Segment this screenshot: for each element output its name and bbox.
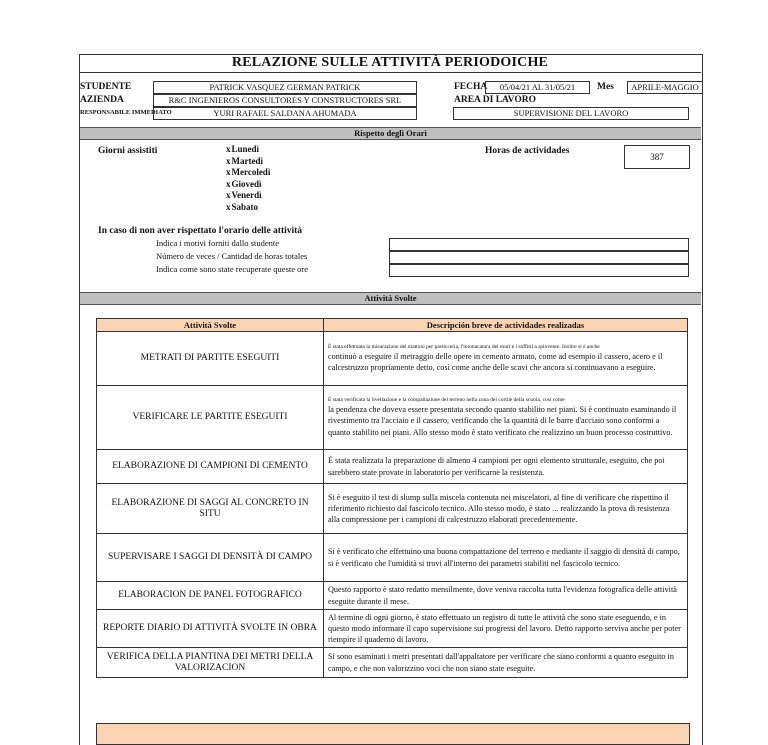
report-title: RELAZIONE SULLE ATTIVITÀ PERIODOICHE [231,55,549,70]
giorni-label: Giorni assistiti [98,146,158,156]
table-row [97,386,688,450]
studente-label: STUDENTE [80,82,132,92]
table-header-row [97,319,688,332]
check-mark-icon: x [226,144,231,154]
area-label: AREA DI LAVORO [454,95,536,105]
activity-desc: Si è verificato che effettuino una buona compattazione del terreno e mediante il saggio di densità di campo, si è verificato che l'umidità si trovi all'interno dei parametri stabiliti nel fascicolo tecnico. [324,534,688,582]
check-mark-icon: x [226,190,231,200]
caso-item-motivi: Indica i motivi forniti dallo studente [156,238,279,248]
days-list [226,144,270,213]
numero-input[interactable] [389,251,689,264]
table-row [97,534,688,582]
caso-label: In caso di non aver rispettato l'orario delle attività [98,226,303,236]
attivita-band: Attività Svolte [80,292,701,305]
area-field[interactable]: SUPERVISIONE DEL LAVORO [453,107,689,120]
check-mark-icon: x [226,178,231,189]
check-mark-icon: x [226,201,231,212]
orari-band: Rispetto degli Orari [80,127,701,140]
table-row [97,450,688,484]
fecha-label: FECHA [454,82,488,92]
activity-desc: Al termine di ogni giorno, è stato effettuato un registro di tutte le attività che sono state eseguendo, e in questo modo informare il capo supervisione sui progressi del lavoro. Detto rapporto serviva anche per poter riempire il quaderno di lavoro. [324,610,688,648]
activity-desc: Si è eseguito il test di slump sulla miscela contenuta nei miscelatori, al fine di verificare che rispettino il riferimento richiesto dal fascicolo tecnico. Allo stesso modo, è stato ... realizzando la prova di resistenza alla compressione per i campioni di calcestruzzo elaborati precedentemente. [324,484,688,534]
activity-name: ELABORACION DE PANEL FOTOGRAFICO [97,582,324,610]
check-mark-icon: x [226,155,231,166]
activity-desc: È stata realizzata la preparazione di almeno 4 campioni per ogni elemento strutturale, eseguito, che poi sarebbero state provate in laboratorio per verificarne la resistenza. [324,450,688,484]
activity-name: SUPERVISARE I SAGGI DI DENSITÀ DI CAMPO [97,534,324,582]
day-item[interactable]: xSabato [226,201,259,212]
col-desc-header: Descripción breve de actividades realizadas [324,319,688,332]
fecha-field[interactable]: 05/04/21 AL 31/05/21 [485,81,590,94]
activity-desc: È stata effettuata la misurazione dei mattoni per pasticceria, l'intonacatura dei muri e i soffitti a spiovente. Inoltre si è anche continuò a eseguire il metraggio delle opere in cemento armato, come ad esempio il cassero, acero e il calcestruzzo propriamente detto, così come anche delle scavi che ancora si continuavano a eseguire. [324,332,688,386]
table-row [97,332,688,386]
table-row [97,484,688,534]
day-item[interactable]: xGiovedì [226,178,262,189]
mes-field[interactable]: APRILE-MAGGIO [627,81,703,94]
day-item[interactable]: xVenerdì [226,190,262,200]
table-row [97,582,688,610]
title-divider [79,72,701,73]
activities-table [96,318,688,678]
motivi-input[interactable] [389,238,689,251]
day-item[interactable]: xLunedì [226,144,260,154]
col-activity-header: Attività Svolte [97,319,324,332]
activity-name: ELABORAZIONE DI CAMPIONI DI CEMENTO [97,450,324,484]
day-item[interactable]: xMartedì [226,155,263,166]
recuperate-input[interactable] [389,264,689,277]
caso-item-recuperate: Indica come sono state recuperate queste ore [156,264,308,274]
next-section-box [96,723,690,745]
activity-desc: Questo rapporto è stato redatto mensilmente, dove veniva raccolta tutta l'evidenza fotografica delle attività eseguite durante il mese. [324,582,688,610]
azienda-label: AZIENDA [80,95,124,105]
studente-field[interactable]: PATRICK VASQUEZ GERMAN PATRICK [153,81,417,94]
check-mark-icon: x [226,167,231,177]
responsabile-label: RESPONSABILE IMMEDIATO [80,109,172,116]
activity-name: REPORTE DIARIO DI ATTIVITÀ SVOLTE IN OBRA [97,610,324,648]
table-row [97,610,688,648]
caso-item-numero: Número de veces / Cantidad de horas totales [156,251,308,261]
responsabile-field[interactable]: YURI RAFAEL SALDANA AHUMADA [153,107,417,120]
activity-desc: È stata verificata la livellazione e la compattazione del terreno nella zona del cortile della scuola, così come la pendenza che doveva essere presentata secondo quanto stabilito nei piani. Si è continuato esaminando il rivestimento tra l'acciaio e il cassero, verificando che la quantità di le barre d'acciaio sono conformi a quanto stabilito nei piani. Allo stesso modo è stato verificato che realizzino un buon processo costruttivo. [324,386,688,450]
azienda-field[interactable]: R&C INGENIEROS CONSULTORES Y CONSTRUCTORES SRL [153,94,417,107]
mes-label: Mes [597,82,614,92]
activity-name: METRATI DI PARTITE ESEGUITI [97,332,324,386]
activity-name: VERIFICARE LE PARTITE ESEGUITI [97,386,324,450]
activity-name: ELABORAZIONE DI SAGGI AL CONCRETO IN SITU [97,484,324,534]
horas-field[interactable]: 387 [624,145,690,169]
table-row [97,648,688,678]
day-item[interactable]: xMercoledì [226,167,271,177]
activity-desc: Si sono esaminati i metri presentati dall'appaltatore per verificare che siano conformi a quanto eseguito in campo, e che non valorizzino voci che non siano state eseguite. [324,648,688,678]
horas-label: Horas de actividades [485,146,570,156]
activity-name: VERIFICA DELLA PIANTINA DEI METRI DELLA VALORIZACION [97,648,324,678]
